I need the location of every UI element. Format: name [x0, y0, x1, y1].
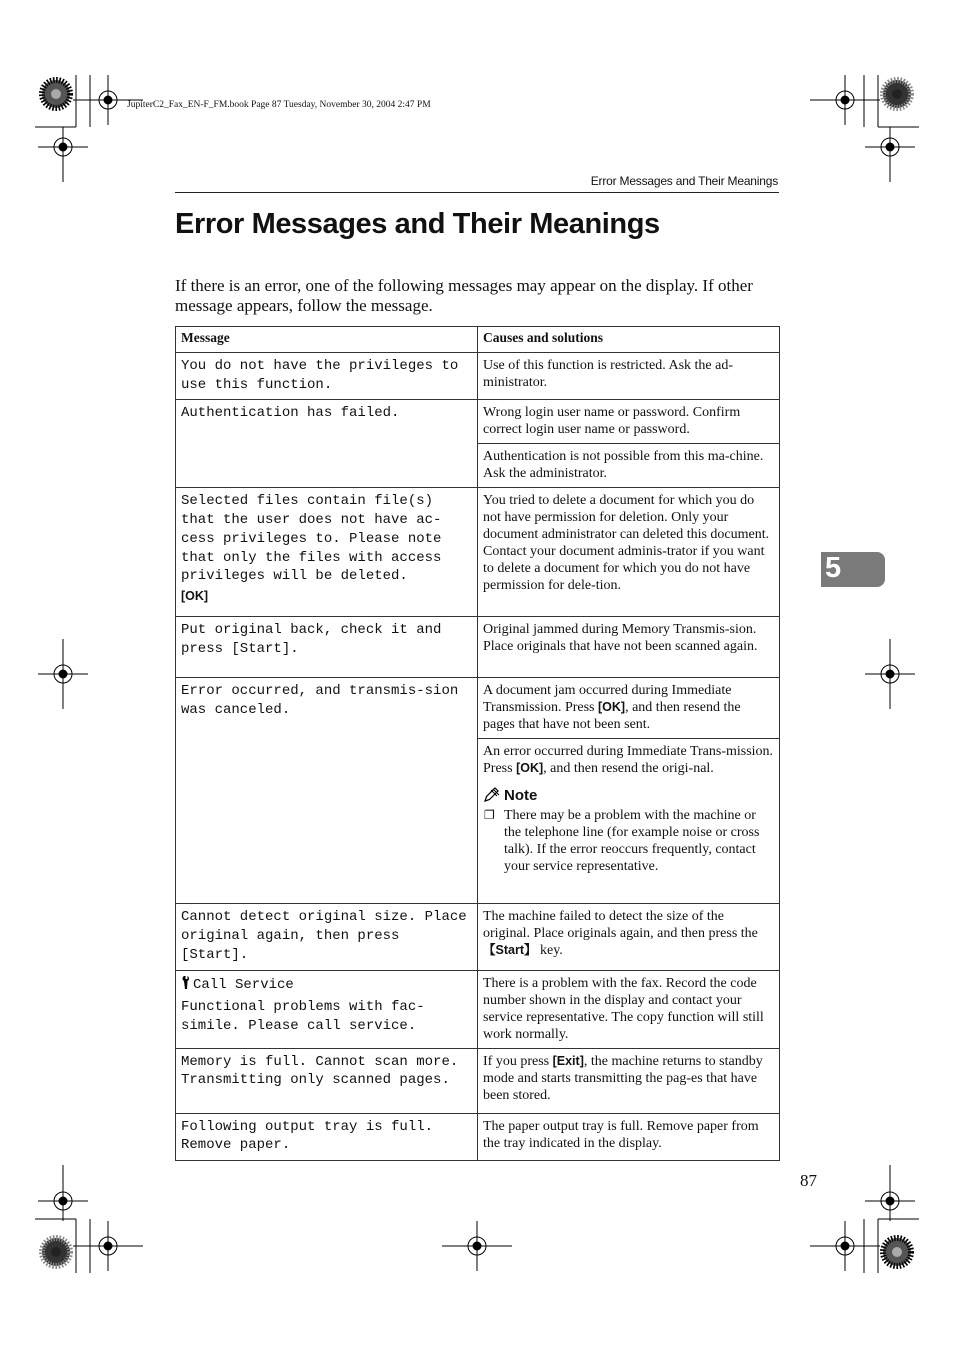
table-row: [176, 617, 780, 678]
message-text: Selected files contain file(s) that the user does not have ac-cess privileges to. Please note that only the files with access privileges will be deleted.: [181, 493, 442, 585]
ok-key-label: [OK]: [516, 761, 544, 776]
chapter-tab: [821, 552, 885, 587]
cause-text: , and then resend the origi-nal.: [543, 761, 714, 777]
cause-cell: There is a problem with the fax. Record the code number shown in the display and contact your service representative. The copy function will still work normally.: [478, 970, 780, 1048]
cause-cell: You tried to delete a document for which you do not have permission for deletion. Only your document administrator can deleted this document. Contact your document adminis-trator if you want to delete a document for which you do not have permission for dele-tion.: [478, 488, 780, 617]
note-item: [483, 807, 774, 875]
page-title: Error Messages and Their Meanings: [175, 208, 660, 240]
table-header-row: [176, 327, 780, 353]
intro-paragraph: If there is an error, one of the following messages may appear on the display. If other message appears, follow the message.: [175, 276, 753, 315]
message-cell: Following output tray is full. Remove paper.: [176, 1113, 478, 1160]
cause-cell: Use of this function is restricted. Ask the ad-ministrator.: [478, 353, 780, 400]
wrench-icon: [181, 975, 191, 990]
call-service-text: Call Service: [193, 976, 294, 993]
message-cell: Cannot detect original size. Place original again, then press [Start].: [176, 904, 478, 970]
ok-key-label: [OK]: [598, 700, 626, 715]
message-cell: [176, 970, 478, 1048]
message-cell: [176, 488, 478, 617]
call-service-title: [181, 975, 472, 995]
page-number: 87: [800, 1171, 817, 1190]
cause-text: The machine failed to detect the size of the original. Place originals again, and then press the: [483, 909, 758, 942]
table-row: [176, 1113, 780, 1160]
cause-text: A document jam occurred during Immediate Transmission. Press: [483, 683, 732, 716]
cause-text: key.: [536, 943, 563, 959]
note-heading: [483, 787, 774, 804]
column-header-message: Message: [176, 327, 478, 353]
running-head: Error Messages and Their Meanings: [590, 174, 778, 188]
message-cell: Put original back, check it and press [Start].: [176, 617, 478, 678]
cause-cell: [478, 678, 780, 739]
cause-cell: Wrong login user name or password. Confirm correct login user name or password.: [478, 400, 780, 444]
cause-cell: [478, 904, 780, 970]
cause-text: , the machine returns to standby mode and starts transmitting the pag-es that have been stored.: [483, 1053, 763, 1103]
message-cell: Error occurred, and transmis-sion was canceled.: [176, 678, 478, 904]
table-row: [176, 488, 780, 617]
print-slug: JupiterC2_Fax_EN-F_FM.book Page 87 Tuesday, November 30, 2004 2:47 PM: [127, 100, 431, 110]
table-row: [176, 970, 780, 1048]
cause-cell: The paper output tray is full. Remove paper from the tray indicated in the display.: [478, 1113, 780, 1160]
header-rule: [175, 192, 779, 193]
cause-cell: Authentication is not possible from this ma-chine. Ask the administrator.: [478, 444, 780, 488]
start-key-label: 【Start】: [483, 943, 537, 958]
exit-key-label: [Exit]: [552, 1053, 584, 1068]
cause-text: If you press: [483, 1053, 553, 1069]
cause-cell: Original jammed during Memory Transmis-sion. Place originals that have not been scanned again.: [478, 617, 780, 678]
message-cell: Memory is full. Cannot scan more. Transmitting only scanned pages.: [176, 1048, 478, 1113]
table-row: [176, 353, 780, 400]
note-text: There may be a problem with the machine or the telephone line (for example noise or cross talk). If the error reoccurs frequently, contact your service representative.: [504, 808, 760, 875]
table-row: [176, 1048, 780, 1113]
cause-text: , and then resend the pages that have not been sent.: [483, 700, 741, 733]
checkbox-bullet-icon: ❐: [484, 808, 495, 823]
message-cell: Authentication has failed.: [176, 400, 478, 488]
note-label: Note: [504, 787, 538, 805]
error-messages-table: [175, 326, 780, 1161]
column-header-causes: Causes and solutions: [478, 327, 780, 353]
table-row: [176, 400, 780, 444]
table-row: [176, 904, 780, 970]
ok-key-label: [OK]: [181, 588, 209, 603]
cause-text: An error occurred during Immediate Trans-mission. Press: [483, 744, 774, 777]
message-text: Functional problems with fac-simile. Please call service.: [181, 999, 425, 1034]
cause-cell: [478, 1048, 780, 1113]
message-cell: You do not have the privileges to use this function.: [176, 353, 478, 400]
table-row: [176, 678, 780, 739]
pencil-icon: [483, 787, 501, 803]
cause-cell: [478, 739, 780, 904]
chapter-number: 5: [825, 552, 842, 584]
